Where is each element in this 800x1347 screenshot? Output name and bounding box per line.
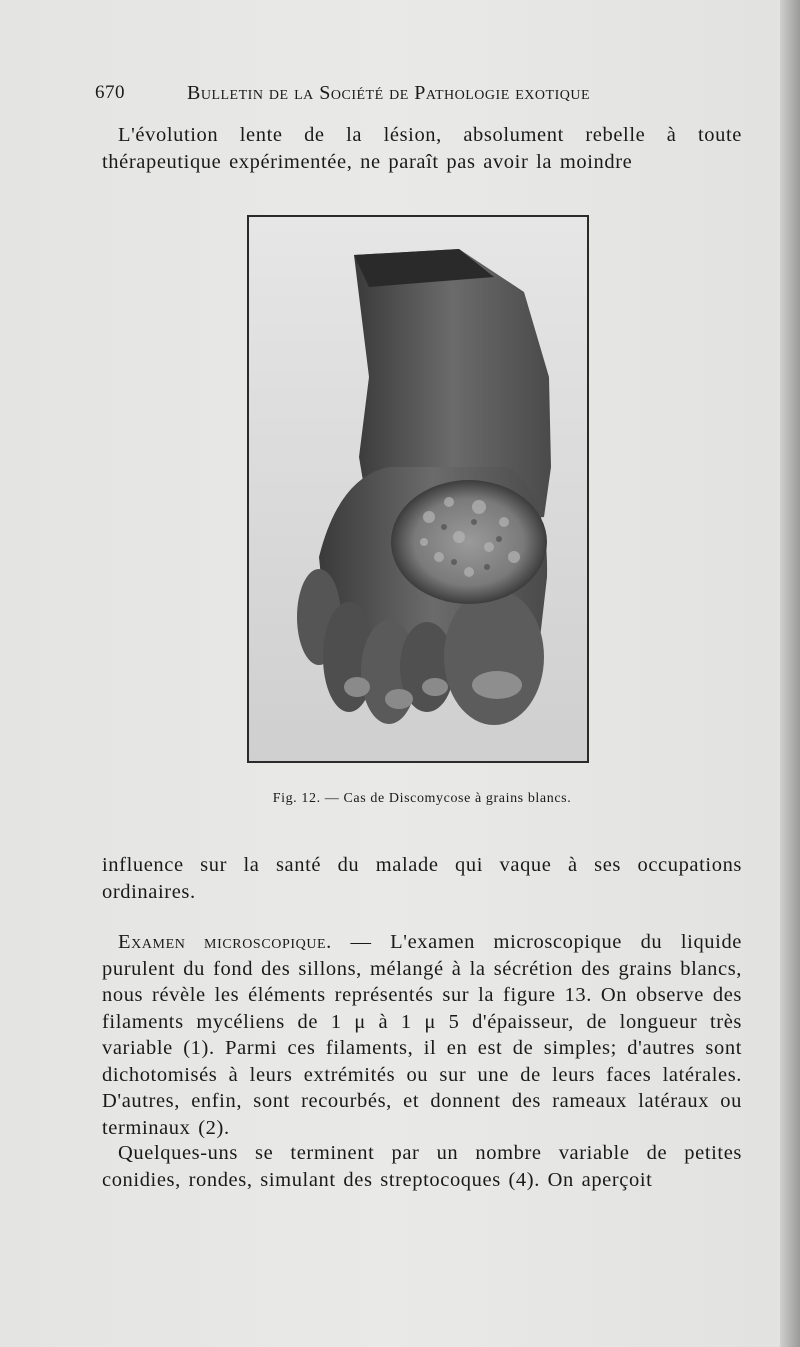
running-header — [95, 82, 745, 110]
figure-caption: Fig. 12. — Cas de Discomycose à grains blancs. — [272, 791, 572, 806]
foot-photograph — [249, 217, 587, 761]
paragraph-3-body: — L'examen microscopique du liquide purulent du fond des sillons, mélangé à la sécrétion des grains blancs, nous révèle les éléments représentés sur la figure 13. On observe des filaments mycéliens de 1 μ à 1 μ 5 d'épaisseur, de longueur très variable (1). Parmi ces filaments, il en est de simples; d'autres sont dichotomisés à leurs extrémités ou sur une de leurs faces latérales. D'autres, enfin, sont recourbés, et donnent des rameaux latéraux ou terminaux (2). — [102, 931, 742, 1139]
paragraph-3 — [102, 929, 742, 1141]
journal-title: Bulletin de la Société de Pathologie exotique — [187, 82, 591, 104]
page-edge — [780, 0, 800, 1347]
section-heading: Examen microscopique. — [118, 931, 332, 953]
paragraph-4: Quelques-uns se terminent par un nombre variable de petites conidies, rondes, simulant des streptocoques (4). On aperçoit — [102, 1142, 742, 1191]
paragraph-1: L'évolution lente de la lésion, absolument rebelle à toute thérapeutique expérimentée, ne paraît pas avoir la moindre — [102, 124, 742, 173]
page-number: 670 — [95, 82, 125, 103]
figure-photo — [247, 215, 589, 763]
paragraph-2: influence sur la santé du malade qui vaque à ses occupations ordinaires. — [102, 854, 742, 903]
